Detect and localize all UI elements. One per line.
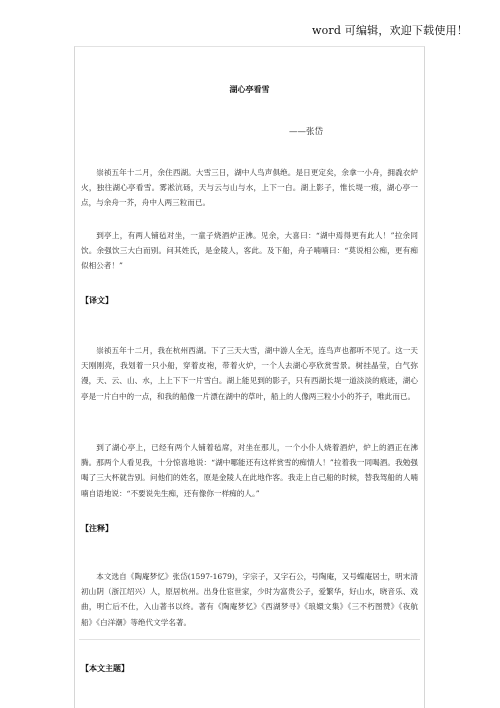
document-body: [79, 47, 420, 708]
document-page: [74, 46, 425, 708]
doc-author: ——张岱: [289, 127, 324, 137]
heading-notes: 【注释】: [81, 523, 113, 533]
paragraph-translation-1: 崇祯五年十二月，我在杭州西湖。下了三天大雪，湖中游人全无，连鸟声也都听不见了。这一天天刚刚亮，我划着一只小船，穿着皮袍，带着火炉，一个人去湖心亭欣赏雪景。树挂晶莹，白气弥漫，天、云、山、水，上上下下一片雪白。湖上能见到的影子，只有西湖长堤一道淡淡的痕迹，湖心亭是一片白中的一点，和我的船像一片漂在湖中的草叶，船上的人像两三粒小小的芥子，唯此而已。: [81, 346, 418, 401]
section-divider: [79, 639, 420, 640]
heading-translation: 【译文】: [81, 295, 113, 305]
header-note: word 可编辑，欢迎下载使用！: [311, 24, 468, 37]
paragraph-original-1: 崇祯五年十二月，余住西湖。大雪三日，湖中人鸟声俱绝。是日更定矣，余拿一小舟，拥毳衣炉火，独往湖心亭看雪。雾凇沆砀，天与云与山与水，上下一白。湖上影子，惟长堤一痕，湖心亭一点，与余舟一芥，舟中人两三粒而已。: [81, 168, 418, 208]
paragraph-original-2: 到亭上，有两人铺毡对坐，一童子烧酒炉正沸。见余，大喜曰：“湖中焉得更有此人！”拉余同饮。余强饮三大白而别。问其姓氏，是金陵人，客此。及下船，舟子喃喃曰：“莫说相公痴，更有痴似相公者！”: [81, 231, 418, 271]
paragraph-notes: 本文选自《陶庵梦忆》张岱(1597-1679)，字宗子，又字石公，号陶庵，又号蝶庵居士，明末清初山阴（浙江绍兴）人，原居杭州。出身仕宦世家，少时为富贵公子，爱繁华，好山水，晓音乐、戏曲，明亡后不仕，入山著书以终。著有《陶庵梦忆》《西湖梦寻》《琅嬛文集》《三不朽图赞》《夜航船》《白洋潮》等绝代文学名著。: [81, 572, 418, 627]
paragraph-translation-2: 到了湖心亭上，已经有两个人铺着毡席，对坐在那儿，一个小仆人烧着酒炉，炉上的酒正在沸腾。那两个人看见我，十分惊喜地说：“湖中哪能还有这样赏雪的痴情人！”拉着我一同喝酒。我勉强喝了三大杯就告别。问他们的姓名，原是金陵人在此地作客。我走上自己船的时候，替我驾船的人喃喃自语地说：“不要说先生痴，还有像你一样痴的人。”: [81, 443, 418, 498]
doc-title: 湖心亭看雪: [229, 84, 270, 94]
heading-theme: 【本文主题】: [81, 663, 129, 673]
